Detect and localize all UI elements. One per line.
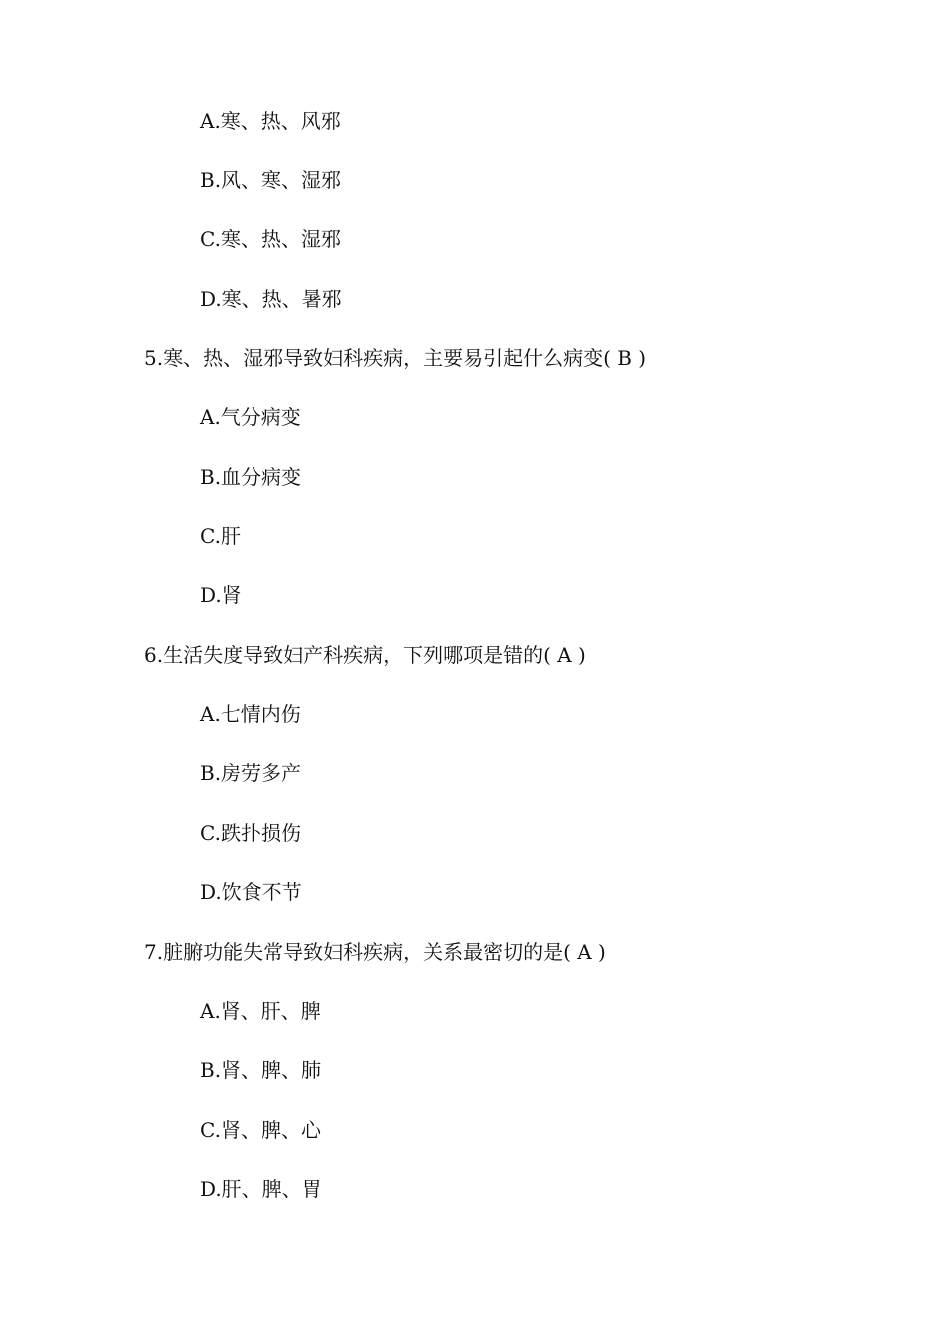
option-line: D.肝、脾、胃	[200, 1177, 322, 1201]
option-line: C.寒、热、湿邪	[200, 227, 341, 251]
option-line: C.肾、脾、心	[200, 1118, 321, 1142]
option-line: B.肾、脾、肺	[200, 1058, 322, 1082]
option-line: C.跌扑损伤	[200, 821, 301, 845]
option-line: B.风、寒、湿邪	[200, 168, 342, 192]
option-line: B.房劳多产	[200, 761, 302, 785]
question-line: 6.生活失度导致妇产科疾病，下列哪项是错的( A )	[144, 643, 586, 667]
option-line: C.肝	[200, 524, 241, 548]
option-line: B.血分病变	[200, 465, 302, 489]
option-line: A.肾、肝、脾	[200, 999, 321, 1023]
question-line: 5.寒、热、湿邪导致妇科疾病，主要易引起什么病变( B )	[144, 346, 647, 370]
option-line: D.寒、热、暑邪	[200, 287, 342, 311]
option-line: A.七情内伤	[200, 702, 301, 726]
option-line: A.气分病变	[200, 405, 301, 429]
option-line: D.肾	[200, 583, 242, 607]
option-line: A.寒、热、风邪	[200, 109, 341, 133]
question-line: 7.脏腑功能失常导致妇科疾病，关系最密切的是( A )	[144, 940, 606, 964]
option-line: D.饮食不节	[200, 880, 302, 904]
